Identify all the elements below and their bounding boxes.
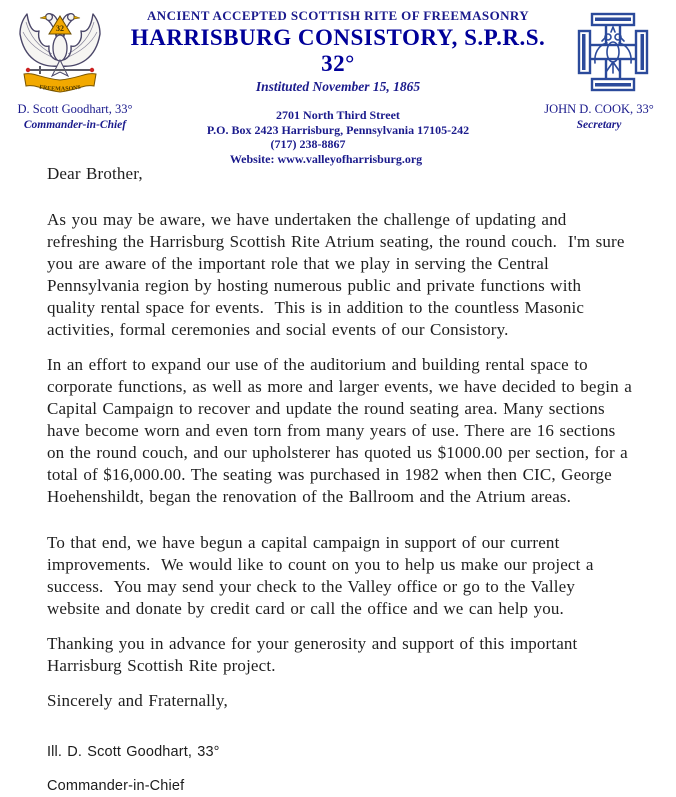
salutation: Dear Brother, [47,164,143,183]
organization-name: ANCIENT ACCEPTED SCOTTISH RITE OF FREEMASONRY [147,8,529,23]
paragraph-1: As you may be aware, we have undertaken the challenge of updating and refreshing the Harrisburg Scottish Rite Atrium seating, the round couch. I'm sure you are aware of the important role that we play in serving the Central Pennsylvania region by hosting numerous public and private functions with quality rental space for events. This is in addition to the countless Masonic activities, formal ceremonies and social events of our Consistory. [47,210,630,339]
address-phone: (717) 238-8867 [270,137,346,151]
signature-name: Ill. D. Scott Goodhart, 33° [47,744,220,760]
commander-name: D. Scott Goodhart, 33° [17,102,133,116]
signature-title: Commander-in-Chief [47,778,185,794]
emblem-degree-label: 32 [56,24,64,33]
paragraph-4: Thanking you in advance for your generosity and support of this important Harrisburg Scottish Rite project. [47,634,583,675]
secretary-title: Secretary [576,119,622,131]
letterhead-center [112,0,564,166]
officer-left [0,102,150,131]
commander-title: Commander-in-Chief [23,119,127,131]
address-website: Website: www.valleyofharrisburg.org [229,151,423,166]
address-pobox: P.O. Box 2423 Harrisburg, Pennsylvania 17105-242 [206,122,470,137]
instituted-date: Instituted November 15, 1865 [255,79,421,94]
letterhead [0,0,676,166]
paragraph-2: In an effort to expand our use of the auditorium and building rental space to corporate functions, as well as more and larger events, we have decided to begin a Capital Campaign to recover and update the round seating area. Many sections have become worn and even torn from many years of use. There are 16 sections on the round couch, and our upholsterer has quoted us $1000.00 per section, for a total of $16,000.00. The seating was purchased in 1982 when then CIC, George Hoehenshildt, began the renovation of the Ballroom and the Atrium areas. [47,355,638,506]
emblem-banner-label: FREEMASONS [38,84,82,93]
consistory-title: HARRISBURG CONSISTORY, S.P.R.S. 32° [130,25,546,76]
double-headed-eagle-32-icon [14,6,106,100]
teutonic-cross-eagle-icon [578,12,648,92]
officer-right [524,102,674,131]
address-block [112,108,564,166]
letter-body [0,150,676,797]
closing: Sincerely and Fraternally, [47,691,228,710]
secretary-name: JOHN D. COOK, 33° [544,102,654,116]
paragraph-3: To that end, we have begun a capital campaign in support of our current improvements. We would like to count on you to help us make our project a success. You may send your check to the Valley office or go to the Valley website and donate by credit card or call the office and we can help you. [47,533,599,618]
address-street: 2701 North Third Street [276,108,400,122]
